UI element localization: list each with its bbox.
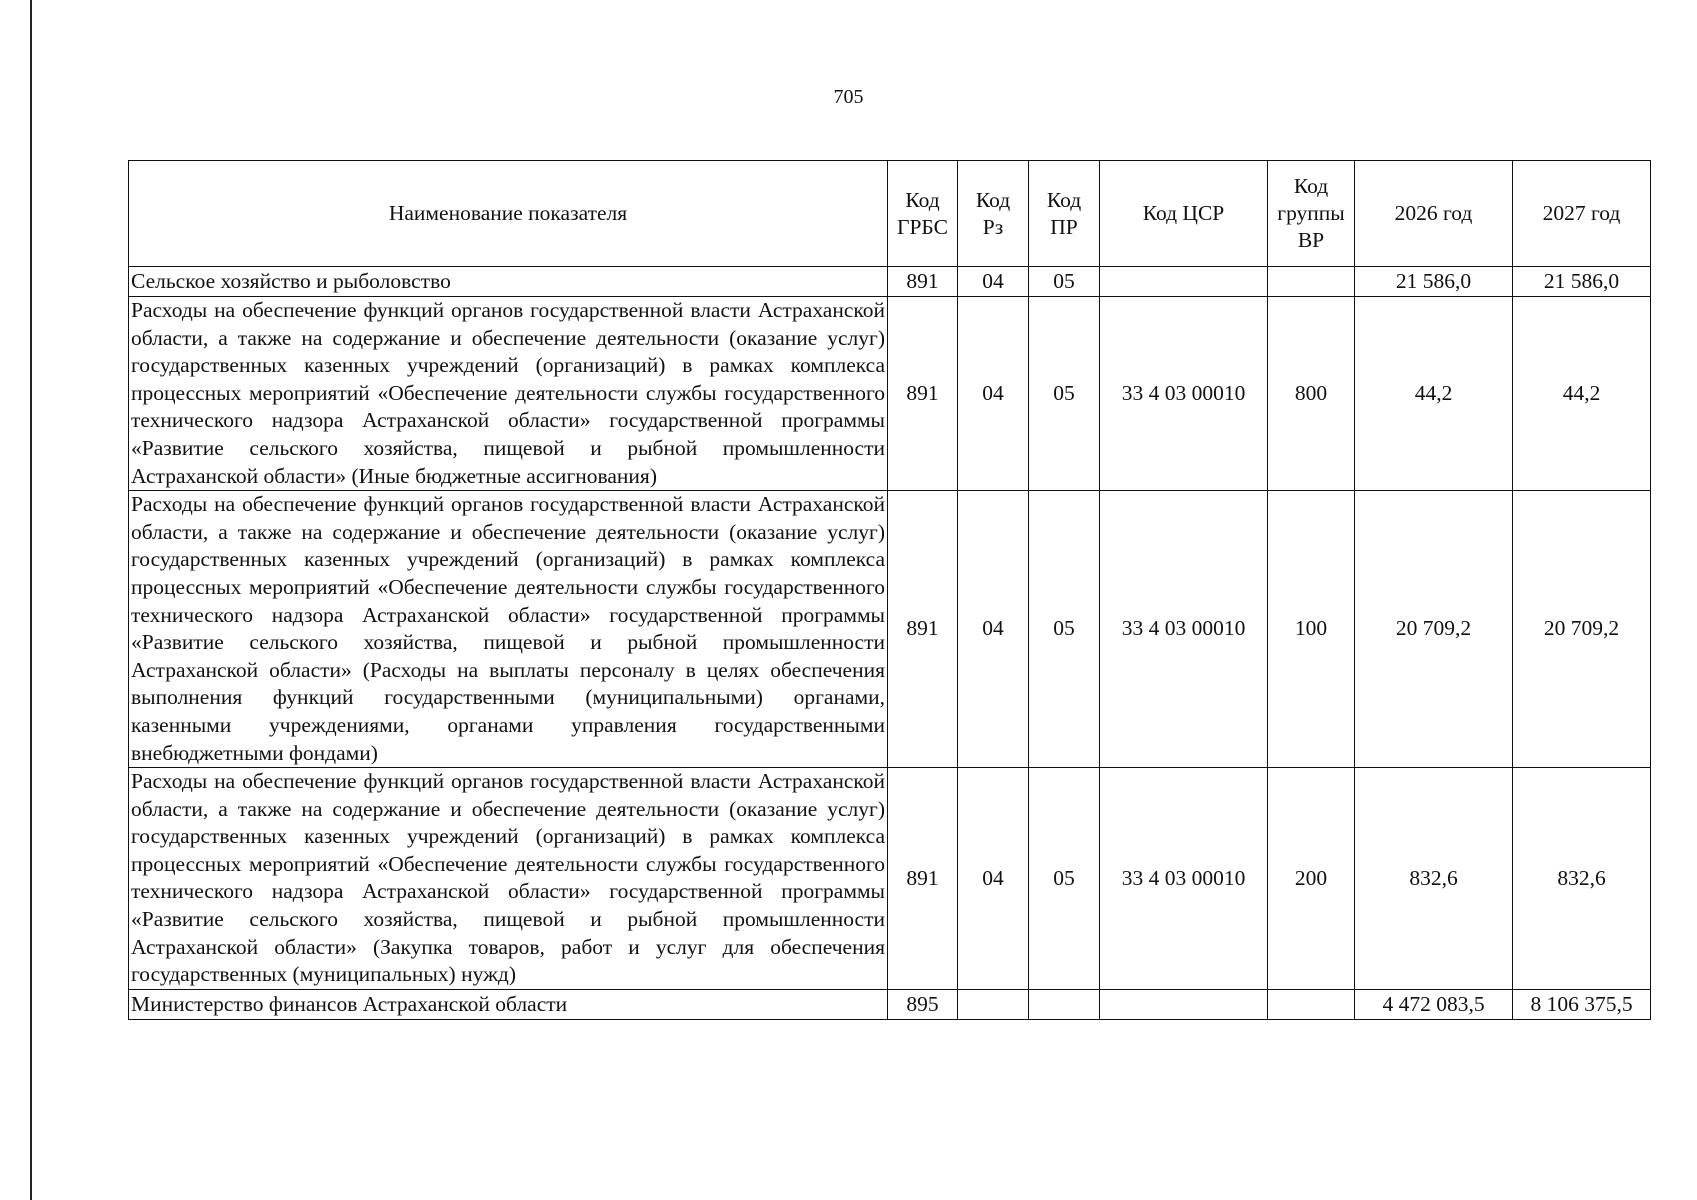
header-vr: Код группы ВР: [1268, 161, 1355, 267]
row-vr: 800: [1268, 297, 1355, 491]
header-grbs: Код ГРБС: [888, 161, 958, 267]
row-grbs: 895: [888, 989, 958, 1019]
row-pr: 05: [1029, 491, 1100, 768]
page-binding-line: [30, 0, 32, 1200]
row-vr: [1268, 267, 1355, 297]
header-rz: Код Рз: [958, 161, 1029, 267]
row-2026: 4 472 083,5: [1355, 989, 1513, 1019]
row-grbs: 891: [888, 267, 958, 297]
row-name: Расходы на обеспечение функций органов государственной власти Астраханской области, а также на содержание и обеспечение деятельности (оказание услуг) государственных казенных учреждений (организаций) в рамках комплекса процессных мероприятий «Обеспечение деятельности службы государственного технического надзора Астраханской области» государственной программы «Развитие сельского хозяйства, пищевой и рыбной промышленности Астраханской области» (Иные бюджетные ассигнования): [129, 297, 888, 491]
header-pr: Код ПР: [1029, 161, 1100, 267]
row-csr: [1100, 989, 1268, 1019]
row-2027: 20 709,2: [1513, 491, 1651, 768]
row-2026: 44,2: [1355, 297, 1513, 491]
row-name: Расходы на обеспечение функций органов государственной власти Астраханской области, а также на содержание и обеспечение деятельности (оказание услуг) государственных казенных учреждений (организаций) в рамках комплекса процессных мероприятий «Обеспечение деятельности службы государственного технического надзора Астраханской области» государственной программы «Развитие сельского хозяйства, пищевой и рыбной промышленности Астраханской области» (Расходы на выплаты персоналу в целях обеспечения выполнения функций государственными (муниципальными) органами, казенными учреждениями, органами управления государственными внебюджетными фондами): [129, 491, 888, 768]
row-name: Сельское хозяйство и рыболовство: [129, 267, 888, 297]
row-vr: 100: [1268, 491, 1355, 768]
row-rz: 04: [958, 297, 1029, 491]
table-header-row: [129, 161, 1651, 267]
row-rz: 04: [958, 768, 1029, 990]
row-rz: 04: [958, 491, 1029, 768]
row-csr: 33 4 03 00010: [1100, 297, 1268, 491]
budget-table: [128, 160, 1651, 1020]
table-row: [129, 768, 1651, 990]
row-2026: 21 586,0: [1355, 267, 1513, 297]
table-row: [129, 491, 1651, 768]
row-2026: 832,6: [1355, 768, 1513, 990]
row-rz: [958, 989, 1029, 1019]
row-2027: 44,2: [1513, 297, 1651, 491]
row-rz: 04: [958, 267, 1029, 297]
row-pr: 05: [1029, 297, 1100, 491]
row-csr: [1100, 267, 1268, 297]
table-row: [129, 267, 1651, 297]
row-vr: 200: [1268, 768, 1355, 990]
row-vr: [1268, 989, 1355, 1019]
row-csr: 33 4 03 00010: [1100, 491, 1268, 768]
row-grbs: 891: [888, 768, 958, 990]
row-name: Расходы на обеспечение функций органов государственной власти Астраханской области, а также на содержание и обеспечение деятельности (оказание услуг) государственных казенных учреждений (организаций) в рамках комплекса процессных мероприятий «Обеспечение деятельности службы государственного технического надзора Астраханской области» государственной программы «Развитие сельского хозяйства, пищевой и рыбной промышленности Астраханской области» (Закупка товаров, работ и услуг для обеспечения государственных (муниципальных) нужд): [129, 768, 888, 990]
header-csr: Код ЦСР: [1100, 161, 1268, 267]
row-pr: 05: [1029, 768, 1100, 990]
row-csr: 33 4 03 00010: [1100, 768, 1268, 990]
page-number: 705: [833, 86, 864, 108]
header-2027: 2027 год: [1513, 161, 1651, 267]
row-pr: [1029, 989, 1100, 1019]
row-pr: 05: [1029, 267, 1100, 297]
row-2027: 21 586,0: [1513, 267, 1651, 297]
row-grbs: 891: [888, 297, 958, 491]
row-2027: 832,6: [1513, 768, 1651, 990]
row-grbs: 891: [888, 491, 958, 768]
row-2027: 8 106 375,5: [1513, 989, 1651, 1019]
table-row: [129, 297, 1651, 491]
row-2026: 20 709,2: [1355, 491, 1513, 768]
table-row: [129, 989, 1651, 1019]
header-2026: 2026 год: [1355, 161, 1513, 267]
header-name: Наименование показателя: [129, 161, 888, 267]
row-name: Министерство финансов Астраханской области: [129, 989, 888, 1019]
